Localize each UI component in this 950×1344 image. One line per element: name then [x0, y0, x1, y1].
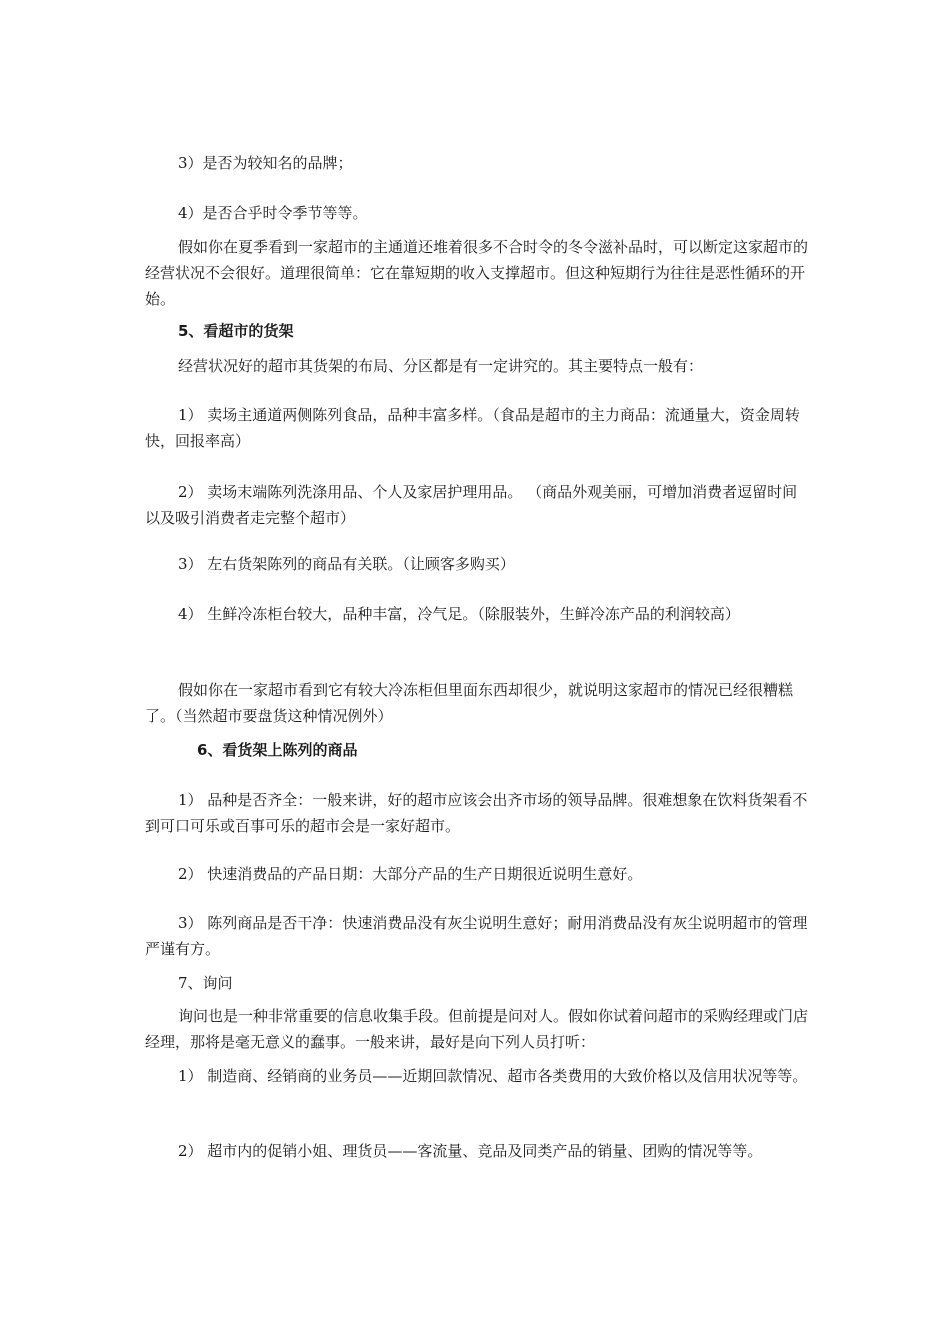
list-item-salesmen: 1） 制造商、经销商的业务员——近期回款情况、超市各类费用的大致价格以及信用状况等等。 — [178, 1067, 808, 1085]
list-item-variety: 1） 品种是否齐全：一般来讲，好的超市应该会出齐市场的领导品牌。很难想象在饮料货架看不到可口可乐或百事可乐的超市会是一家好超市。 — [145, 791, 808, 835]
section-heading-inquiry: 7、询问 — [178, 974, 233, 992]
list-item-seasonal: 4）是否合乎时令季节等等。 — [178, 204, 368, 222]
section-heading-shelves: 5、看超市的货架 — [178, 322, 294, 340]
list-item-end-shelves: 2） 卖场末端陈列洗涤用品、个人及家居护理用品。 （商品外观美丽，可增加消费者逗留时间以及吸引消费者走完整个超市） — [145, 483, 798, 527]
list-item-related-goods: 3） 左右货架陈列的商品有关联。（让顾客多购买） — [178, 555, 515, 573]
list-item-food-aisle: 1） 卖场主通道两侧陈列食品，品种丰富多样。（食品是超市的主力商品：流通量大，资金周转快，回报率高） — [145, 406, 800, 450]
section-heading-products: 6、看货架上陈列的商品 — [197, 741, 358, 759]
paragraph-summer-example: 假如你在夏季看到一家超市的主通道还堆着很多不合时令的冬令滋补品时，可以断定这家超市的经营状况不会很好。道理很简单：它在靠短期的收入支撑超市。但这种短期行为往往是恶性循环的开始。 — [145, 238, 809, 308]
list-item-cleanliness: 3） 陈列商品是否干净：快速消费品没有灰尘说明生意好；耐用消费品没有灰尘说明超市的管理严谨有方。 — [145, 914, 808, 958]
paragraph-freezer-example: 假如你在一家超市看到它有较大冷冻柜但里面东西却很少，就说明这家超市的情况已经很糟糕了。（当然超市要盘货这种情况例外） — [145, 681, 794, 725]
list-item-fresh-frozen: 4） 生鲜冷冻柜台较大，品种丰富，冷气足。（除服装外，生鲜冷冻产品的利润较高） — [178, 605, 740, 623]
paragraph-shelves-intro: 经营状况好的超市其货架的布局、分区都是有一定讲究的。其主要特点一般有： — [178, 357, 704, 375]
paragraph-inquiry-intro: 询问也是一种非常重要的信息收集手段。但前提是问对人。假如你试着问超市的采购经理或门店经理，那将是毫无意义的蠢事。一般来讲，最好是向下列人员打听： — [145, 1007, 809, 1051]
list-item-famous-brand: 3）是否为较知名的品牌； — [178, 154, 353, 172]
list-item-promoters: 2） 超市内的促销小姐、理货员——客流量、竞品及同类产品的销量、团购的情况等等。 — [178, 1142, 763, 1160]
list-item-product-date: 2） 快速消费品的产品日期：大部分产品的生产日期很近说明生意好。 — [178, 865, 643, 883]
